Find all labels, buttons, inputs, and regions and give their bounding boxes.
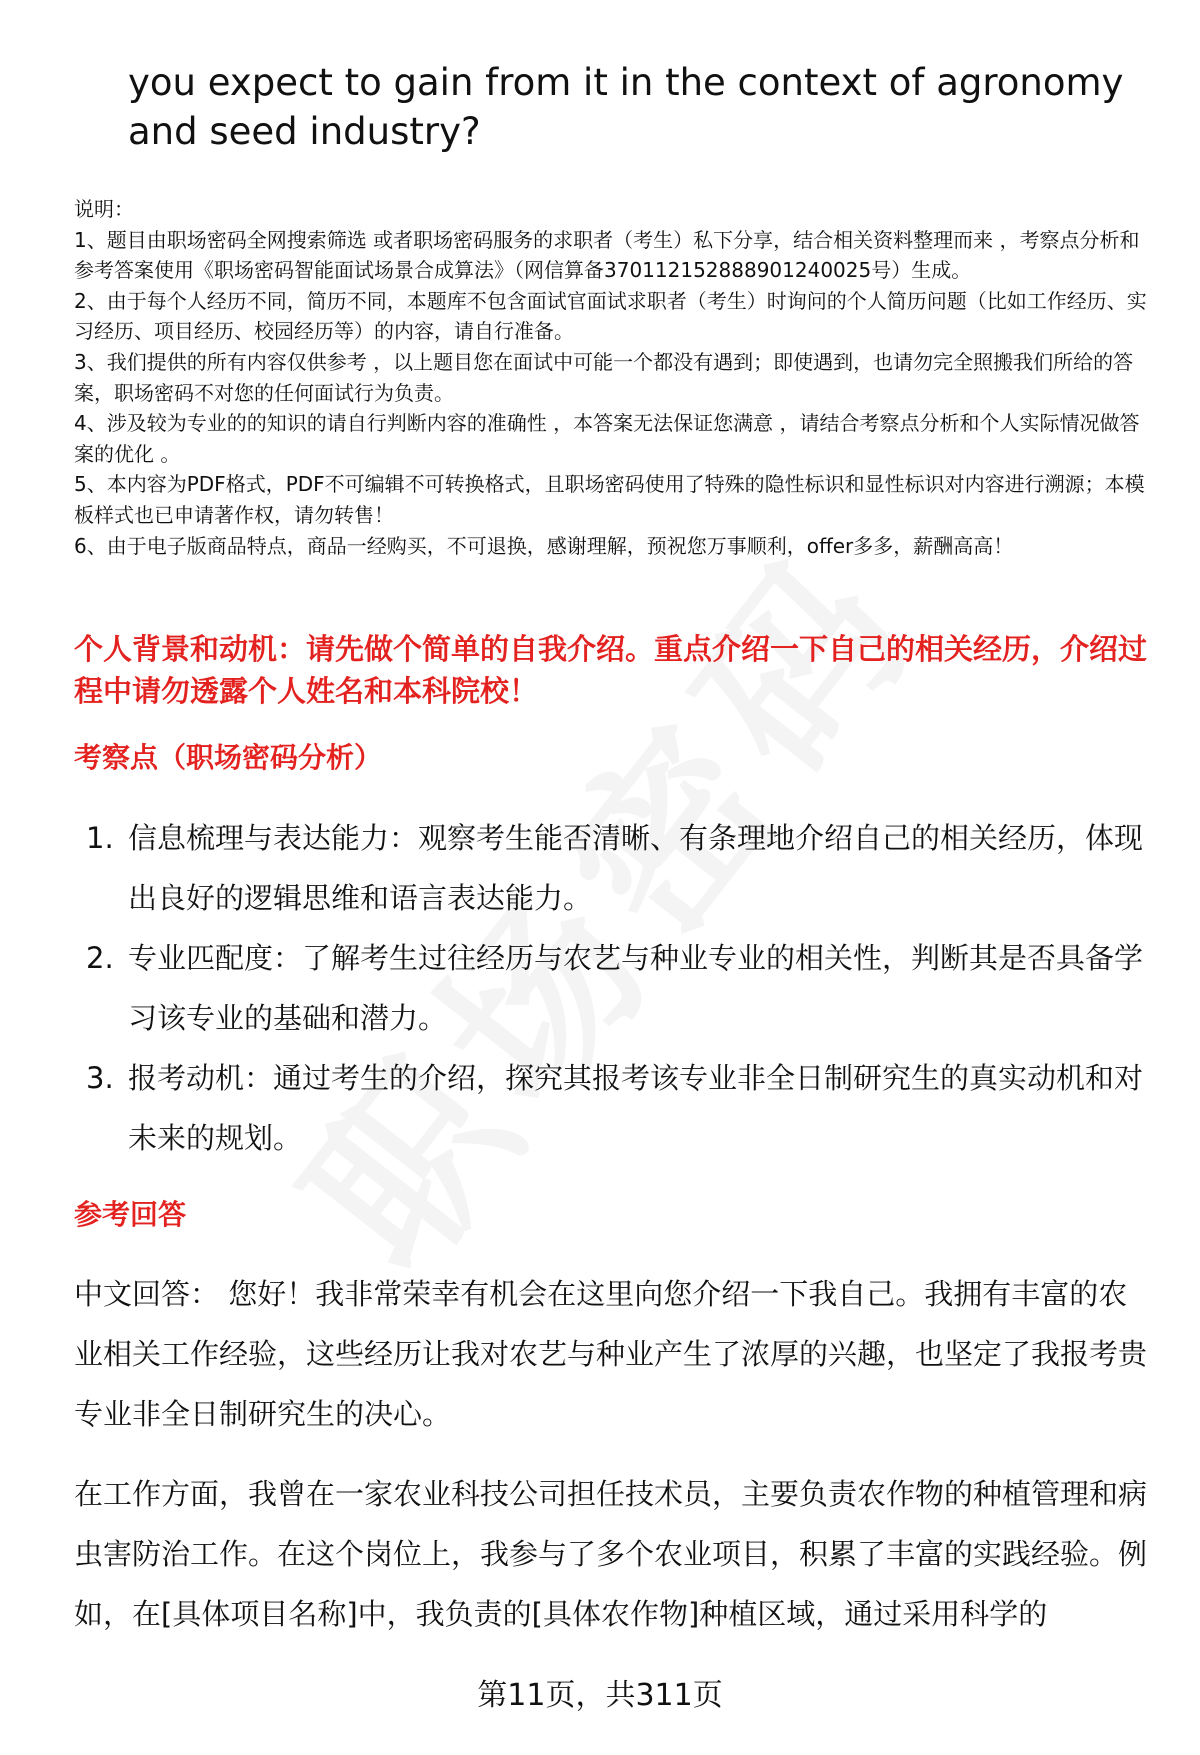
point-text: 信息梳理与表达能力：观察考生能否清晰、有条理地介绍自己的相关经历，体现出良好的逻辑思维和语言表达能力。: [128, 821, 1144, 915]
point-text: 专业匹配度：了解考生过往经历与农艺与种业专业的相关性，判断其是否具备学习该专业的基础和潜力。: [128, 941, 1144, 1035]
point-text: 报考动机：通过考生的介绍，探究其报考该专业非全日制研究生的真实动机和对未来的规划。: [128, 1061, 1144, 1155]
notes-heading: 说明：: [74, 197, 134, 221]
question-text: you expect to gain from it in the context of agronomy and seed industry?: [128, 61, 1124, 153]
note-item: 6、由于电子版商品特点，商品一经购买，不可退换，感谢理解，预祝您万事顺利，offer多多，薪酬高高！: [74, 533, 1014, 558]
answer-paragraph: 在工作方面，我曾在一家农业科技公司担任技术员，主要负责农作物的种植管理和病虫害防治工作。在这个岗位上，我参与了多个农业项目，积累了丰富的实践经验。例如，在[具体项目名称]中，我负责的[具体农作物]种植区域，通过采用科学的: [74, 1477, 1148, 1631]
analysis-point: [74, 808, 1154, 928]
answer-paragraph: 中文回答： 您好！我非常荣幸有机会在这里向您介绍一下我自己。我拥有丰富的农业相关工作经验，这些经历让我对农艺与种业产生了浓厚的兴趣，也坚定了我报考贵专业非全日制研究生的决心。: [74, 1277, 1148, 1431]
point-number: 2.: [86, 941, 114, 975]
point-number: 3.: [86, 1061, 114, 1095]
note-item: 5、本内容为PDF格式，PDF不可编辑不可转换格式，且职场密码使用了特殊的隐性标识和显性标识对内容进行溯源；本模板样式也已申请著作权，请勿转售！: [74, 472, 1145, 527]
analysis-point: [74, 928, 1154, 1048]
note-item: 2、由于每个人经历不同，简历不同，本题库不包含面试官面试求职者（考生）时询问的个人简历问题（比如工作经历、实习经历、项目经历、校园经历等）的内容，请自行准备。: [74, 288, 1147, 344]
notes-block: [74, 194, 1154, 561]
note-item: 4、涉及较为专业的的知识的请自行判断内容的准确性 ，本答案无法保证您满意 ，请结合考察点分析和个人实际情况做答案的优化 。: [74, 411, 1140, 466]
question-title: 个人背景和动机：请先做个简单的自我介绍。重点介绍一下自己的相关经历，介绍过程中请勿透露个人姓名和本科院校！: [74, 632, 1148, 708]
analysis-point: [74, 1048, 1154, 1168]
analysis-points: [74, 808, 1154, 1168]
page-number: 第11页，共311页: [477, 1678, 723, 1713]
note-item: 1、题目由职场密码全网搜索筛选 或者职场密码服务的求职者（考生）私下分享，结合相关资料整理而来 ，考察点分析和参考答案使用《职场密码智能面试场景合成算法》（网信算备370112152888901240025号）生成。: [74, 227, 1140, 283]
reference-heading: 参考回答: [74, 1198, 187, 1231]
point-number: 1.: [86, 821, 114, 855]
note-item: 3、我们提供的所有内容仅供参考 ，以上题目您在面试中可能一个都没有遇到；即使遇到，也请勿完全照搬我们所给的答案，职场密码不对您的任何面试行为负责。: [74, 349, 1134, 405]
analysis-heading: 考察点（职场密码分析）: [74, 741, 383, 774]
